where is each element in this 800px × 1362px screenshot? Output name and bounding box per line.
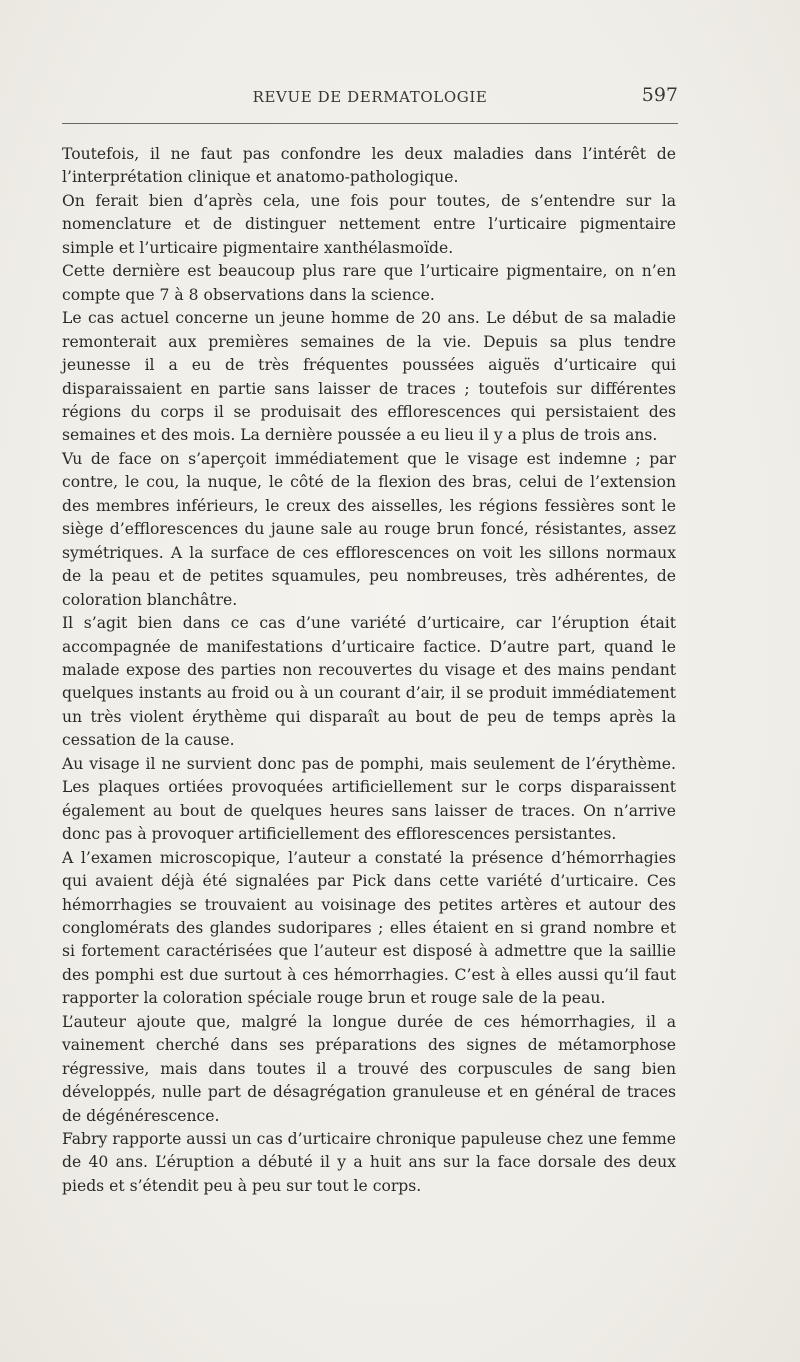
paragraph: L’auteur ajoute que, malgré la longue durée de ces hémorrhagies, il a vainement cherché dans ses préparations des signes de métamorphose régressive, mais dans toutes il a trouvé des corpuscules de sang bien développés, nulle part de désagrégation granuleuse et en général de traces de dégénérescence.: [62, 1012, 676, 1125]
paragraph: A l’examen microscopique, l’auteur a constaté la présence d’hémorrhagies qui avaient déjà été signalées par Pick dans cette variété d’urticaire. Ces hémorrhagies se trouvaient au voisinage des petites artères et autour des conglomérats des glandes sudoripares ; elles étaient en si grand nombre et si fortement caractérisées que l’auteur est disposé à admettre que la saillie des pomphi est due surtout à ces hémorrhagies. C’est à elles aussi qu’il faut rapporter la coloration spéciale rouge brun et rouge sale de la peau.: [62, 848, 676, 1008]
body-text: [62, 143, 676, 1198]
page-number: 597: [641, 84, 678, 106]
header-rule: [62, 123, 678, 124]
paragraph: Fabry rapporte aussi un cas d’urticaire chronique papuleuse chez une femme de 40 ans. L’éruption a débuté il y a huit ans sur la face dorsale des deux pieds et s’étendit peu à peu sur tout le corps.: [62, 1130, 676, 1195]
paragraph: Toutefois, il ne faut pas confondre les deux maladies dans l’intérêt de l’interprétation clinique et anatomo-pathologique.: [62, 145, 676, 187]
paragraph: Il s’agit bien dans ce cas d’une variété d’urticaire, car l’éruption était accompagnée de manifestations d’urticaire factice. D’autre part, quand le malade expose des parties non recouvertes du visage et des mains pendant quelques instants au froid ou à un courant d’air, il se produit immédiatement un très violent érythème qui disparaît au bout de peu de temps après la cessation de la cause.: [62, 614, 676, 750]
paragraph: Cette dernière est beaucoup plus rare que l’urticaire pigmentaire, on n’en compte que 7 à 8 observations dans la science.: [62, 262, 676, 304]
page-header: [62, 84, 678, 114]
running-title: REVUE DE DERMATOLOGIE: [252, 88, 488, 106]
paragraph: Vu de face on s’aperçoit immédiatement que le visage est indemne ; par contre, le cou, la nuque, le côté de la flexion des bras, celui de l’extension des membres inférieurs, le creux des aisselles, les régions fessières sont le siège d’efflorescences du jaune sale au rouge brun foncé, résistantes, assez symétriques. A la surface de ces efflorescences on voit les sillons normaux de la peau et de petites squamules, peu nombreuses, très adhérentes, de coloration blanchâtre.: [62, 449, 676, 609]
paragraph: On ferait bien d’après cela, une fois pour toutes, de s’entendre sur la nomenclature et de distinguer nettement entre l’urticaire pigmentaire simple et l’urticaire pigmentaire xanthélasmoïde.: [62, 191, 676, 257]
paragraph: Le cas actuel concerne un jeune homme de 20 ans. Le début de sa maladie remonterait aux premières semaines de la vie. Depuis sa plus tendre jeunesse il a eu de très fréquentes poussées aiguës d’urticaire qui disparaissaient en partie sans laisser de traces ; toutefois sur différentes régions du corps il se produisait des efflorescences qui persistaient des semaines et des mois. La dernière poussée a eu lieu il y a plus de trois ans.: [62, 309, 676, 445]
paragraph: Au visage il ne survient donc pas de pomphi, mais seulement de l’érythème. Les plaques ortiées provoquées artificiellement sur le corps disparaissent également au bout de quelques heures sans laisser de traces. On n’arrive donc pas à provoquer artificiellement des efflorescences persistantes.: [62, 754, 676, 844]
